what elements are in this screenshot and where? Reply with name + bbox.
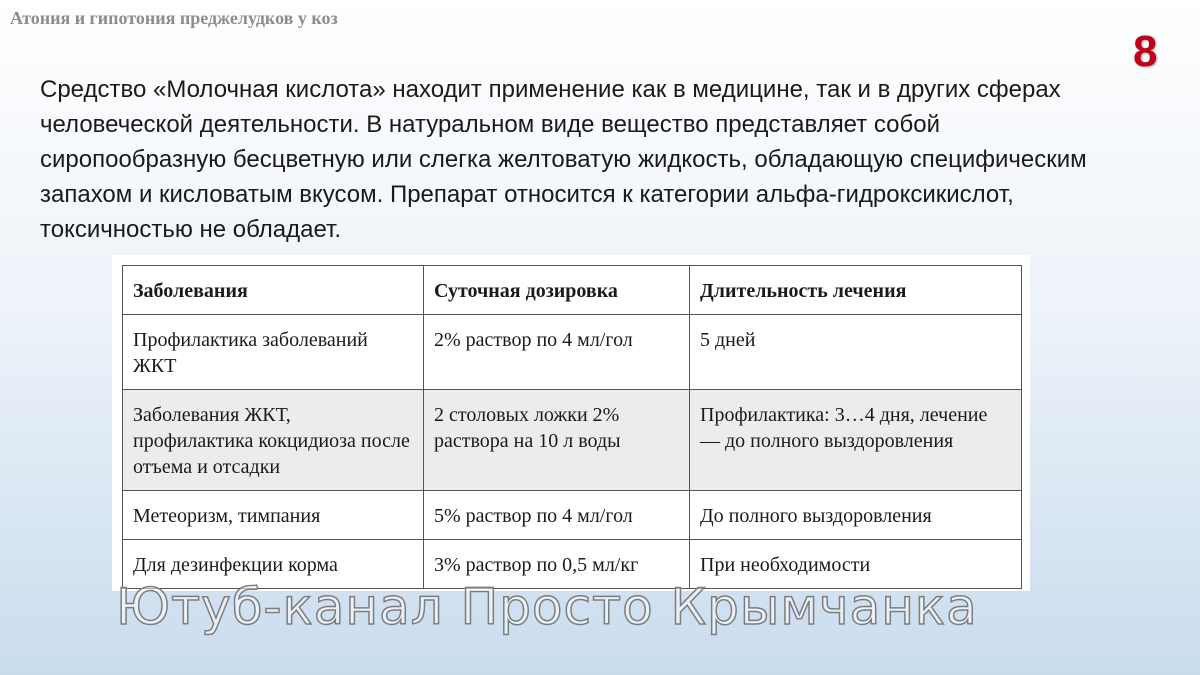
intro-paragraph: Средство «Молочная кислота» находит применение как в медицине, так и в других сферах человеческой деятельности. В натуральном виде вещество представляет собой сиропообразную бесцветную или слегка желтоватую жидкость, обладающую специфическим запахом и кисловатым вкусом. Препарат относится к категории альфа-гидроксикислот, токсичностью не обладает. — [40, 76, 1087, 243]
slide-header-title: Атония и гипотония преджелудков у коз — [10, 8, 338, 28]
channel-watermark: Ютуб-канал Просто Крымчанка — [116, 578, 978, 636]
table-row — [123, 390, 1022, 491]
table-cell-disease: Заболевания ЖКТ, профилактика кокцидиоза после отъема и отсадки — [123, 390, 424, 491]
slide-number: 8 — [1133, 27, 1158, 76]
column-header-duration: Длительность лечения — [690, 266, 1022, 315]
table-cell-dose: 2 столовых ложки 2% раствора на 10 л воды — [424, 390, 690, 491]
table-row — [123, 315, 1022, 390]
table-header-row — [123, 266, 1022, 315]
table-cell-duration: 5 дней — [690, 315, 1022, 390]
table-cell-duration: Профилактика: 3…4 дня, лечение — до полного выздоровления — [690, 390, 1022, 491]
table-cell-duration: До полного выздоровления — [690, 491, 1022, 540]
table-row — [123, 491, 1022, 540]
column-header-disease: Заболевания — [123, 266, 424, 315]
dosage-table — [122, 265, 1022, 589]
table-cell-dose: 5% раствор по 4 мл/гол — [424, 491, 690, 540]
dosage-table-panel — [112, 255, 1030, 591]
table-cell-dose: 3% раствор по 0,5 мл/кг — [424, 540, 690, 589]
column-header-daily-dose: Суточная дозировка — [424, 266, 690, 315]
table-cell-disease: Метеоризм, тимпания — [123, 491, 424, 540]
table-cell-dose: 2% раствор по 4 мл/гол — [424, 315, 690, 390]
table-cell-disease: Для дезинфекции корма — [123, 540, 424, 589]
table-cell-duration: При необходимости — [690, 540, 1022, 589]
table-cell-disease: Профилактика заболеваний ЖКТ — [123, 315, 424, 390]
